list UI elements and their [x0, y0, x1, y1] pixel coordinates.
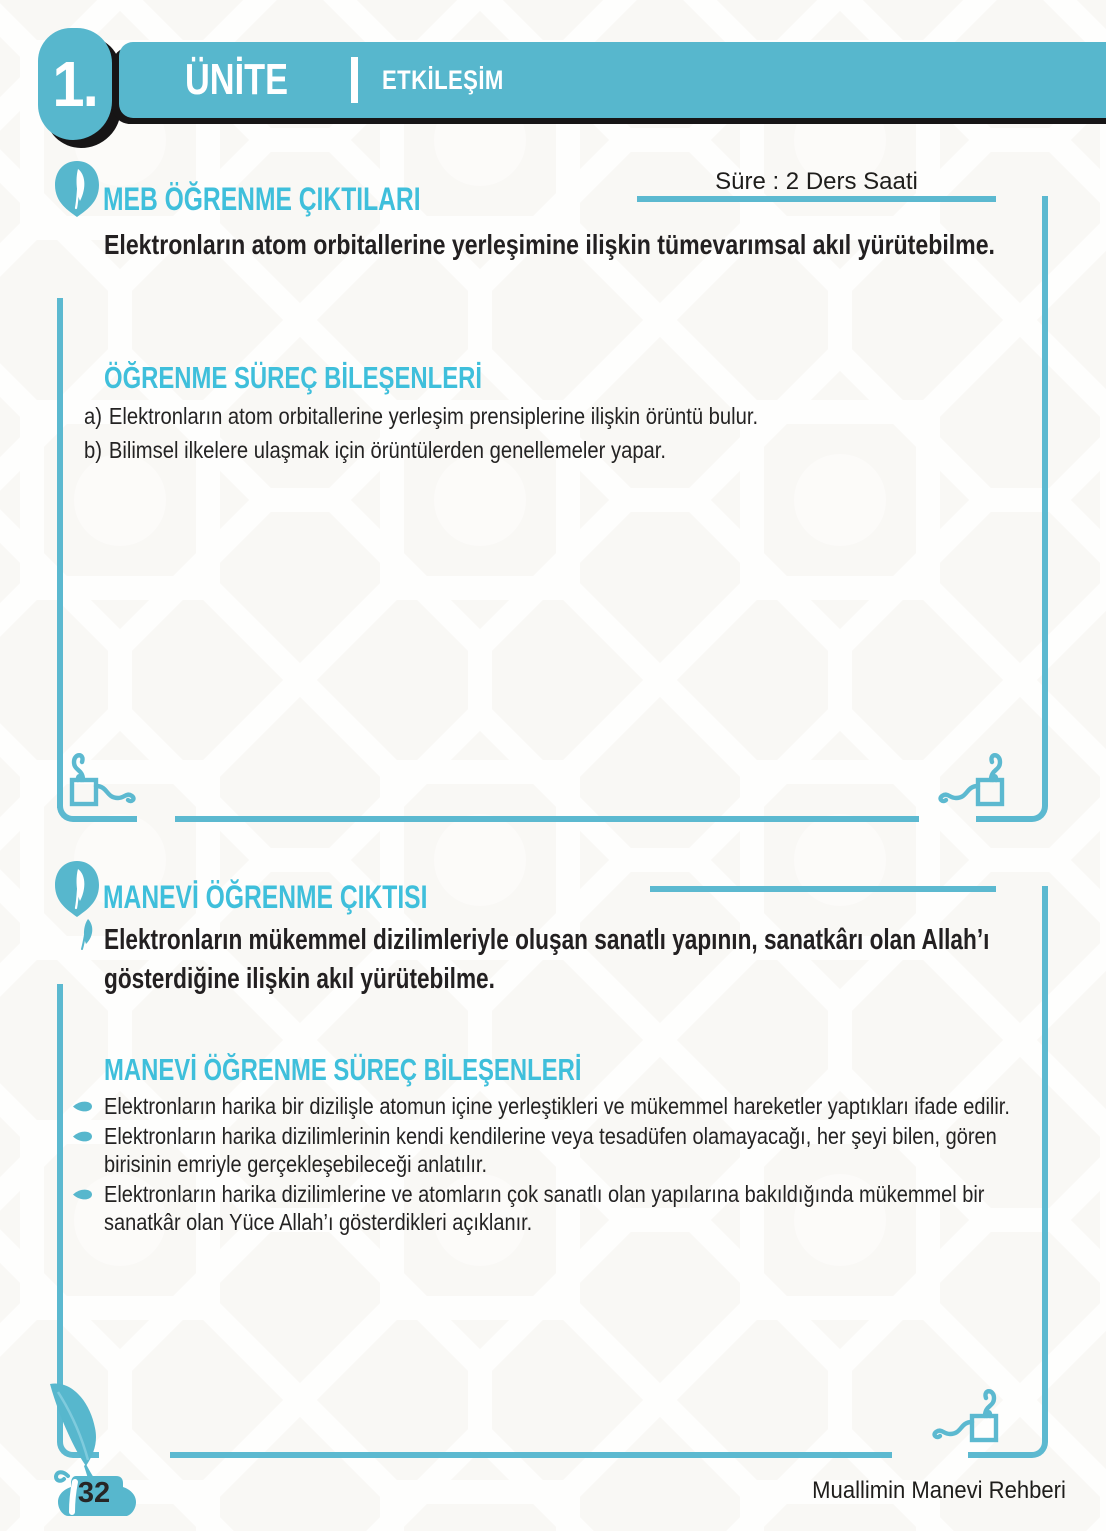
- box2-left-border: [57, 984, 63, 1436]
- list-item: [72, 1092, 1106, 1121]
- section-heading-meb: MEB ÖĞRENME ÇIKTILARI: [103, 181, 421, 217]
- duration-underline: [637, 196, 996, 202]
- manevi-components-list: [72, 1092, 1106, 1238]
- unit-title: ETKİLEŞİM: [382, 64, 504, 95]
- unit-label: ÜNİTE: [185, 55, 288, 104]
- duration-label: Süre : 2 Ders Saati: [715, 168, 918, 195]
- list-item: [72, 1180, 1106, 1237]
- manevi-outcome-text: Elektronların mükemmel dizilimleriyle oluşan sanatlı yapının, sanatkârı olan Allah’ı gösterdiğine ilişkin akıl yürütebilme.: [104, 924, 990, 995]
- item-label: b): [84, 437, 102, 463]
- bullet-text: Elektronların harika bir dizilişle atomun içine yerleştikleri ve mükemmel hareketler yaptıkları ifade edilir.: [104, 1093, 1010, 1119]
- box1-left-border: [57, 298, 63, 808]
- drop-bullet-icon: [72, 1128, 93, 1145]
- subheading-ogrenme-surec: ÖĞRENME SÜREÇ BİLEŞENLERİ: [104, 360, 482, 395]
- list-item: [84, 433, 758, 467]
- feather-drop-icon: [52, 860, 102, 918]
- item-label: a): [84, 403, 102, 429]
- unit-number: 1.: [52, 48, 98, 120]
- header-divider: [351, 57, 358, 103]
- item-text: Bilimsel ilkelere ulaşmak için örüntülerden genellemeler yapar.: [108, 437, 667, 463]
- drop-bullet-icon: [72, 1098, 93, 1115]
- process-components-list: [84, 399, 868, 467]
- meb-outcome-text: Elektronların atom orbitallerine yerleşimine ilişkin tümevarımsal akıl yürütebilme.: [104, 229, 995, 260]
- box2-top-border: [650, 886, 996, 892]
- bullet-text: Elektronların harika dizilimlerine ve atomların çok sanatlı olan yapılarına bakıldığında mükemmel bir sanatkâr olan Yüce Allah’ı gösterdikleri açıklanır.: [104, 1180, 985, 1236]
- small-feather-icon: [74, 918, 96, 950]
- corner-flourish-icon: [930, 1378, 1004, 1448]
- unit-number-badge: [38, 28, 112, 140]
- item-text: Elektronların atom orbitallerine yerleşim prensiplerine ilişkin örüntü bulur.: [108, 403, 759, 429]
- list-item: [84, 399, 758, 433]
- box1-bottom-border: [175, 816, 919, 822]
- section-heading-manevi: MANEVİ ÖĞRENME ÇIKTISI: [103, 879, 428, 915]
- drop-bullet-icon: [72, 1186, 93, 1203]
- list-item: [72, 1122, 1106, 1179]
- box1-right-border: [1042, 196, 1048, 802]
- corner-flourish-icon: [936, 742, 1010, 812]
- box2-bottom-border: [170, 1452, 892, 1458]
- header-bar: [119, 42, 1106, 118]
- feather-drop-icon: [52, 160, 102, 218]
- book-title: Muallimin Manevi Rehberi: [812, 1477, 1066, 1504]
- corner-flourish-icon: [64, 742, 138, 812]
- subheading-manevi-surec: MANEVİ ÖĞRENME SÜREÇ BİLEŞENLERİ: [104, 1052, 582, 1087]
- bullet-text: Elektronların harika dizilimlerinin kendi kendilerine veya tesadüfen olamayacağı, her şeyi bilen, gören birisinin emriyle gerçekleşebileceği anlatılır.: [104, 1122, 997, 1178]
- page-number: 32: [77, 1477, 111, 1509]
